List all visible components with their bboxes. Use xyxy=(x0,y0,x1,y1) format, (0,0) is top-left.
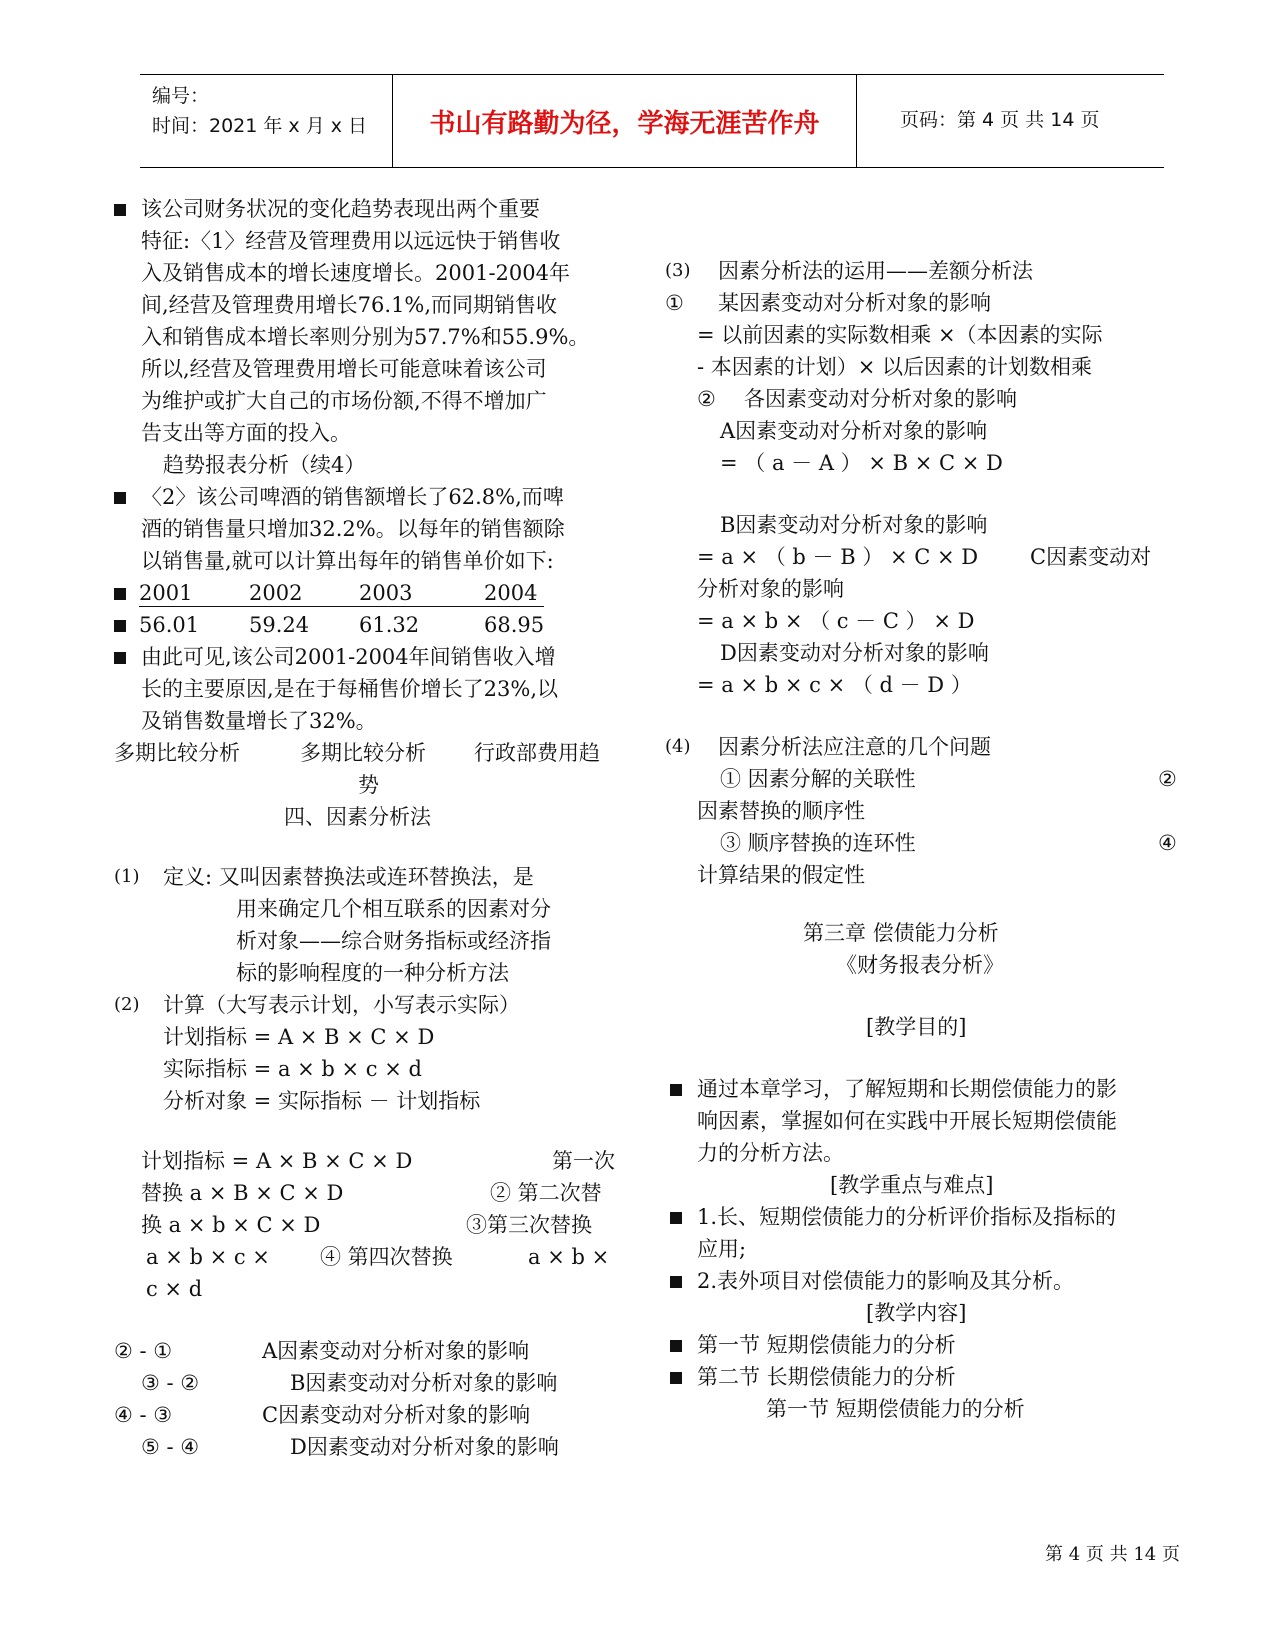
def-line: 用来确定几个相互联系的因素对分 xyxy=(236,897,551,921)
item-number: (4) xyxy=(665,736,691,757)
issue-line: ② xyxy=(1158,767,1177,791)
goal-line: 通过本章学习，了解短期和长期偿债能力的影 xyxy=(697,1077,1117,1101)
issue-line: ③ 顺序替换的连环性 xyxy=(720,831,916,855)
right-line: 因素分析法应注意的几个问题 xyxy=(718,735,991,759)
para-line: 为维护或扩大自己的市场份额,不得不增加广 xyxy=(141,389,547,413)
def-line: 定义: 又叫因素替换法或连环替换法，是 xyxy=(163,865,534,889)
diff-op: ③ - ② xyxy=(141,1371,200,1395)
para-line: 告支出等方面的投入。 xyxy=(141,421,351,445)
diff-op: ⑤ - ④ xyxy=(141,1435,200,1459)
para-line: 由此可见,该公司2001-2004年间销售收入增 xyxy=(141,645,556,669)
header-motto: 书山有路勤为径，学海无涯苦作舟 xyxy=(429,109,820,139)
diff-text: A因素变动对分析对象的影响 xyxy=(262,1339,530,1363)
calc-line: 分析对象 = 实际指标 － 计划指标 xyxy=(163,1089,481,1113)
replace-line: a × b × xyxy=(528,1245,610,1269)
diff-text: D因素变动对分析对象的影响 xyxy=(290,1435,559,1459)
replace-line: 换 a × b × C × D xyxy=(141,1213,321,1237)
content-line: 第二节 长期偿债能力的分析 xyxy=(697,1365,956,1389)
diff-text: B因素变动对分析对象的影响 xyxy=(290,1371,558,1395)
item-number: (1) xyxy=(114,866,140,887)
formula-line: = a × （ b － B ） × C × D xyxy=(697,545,979,569)
right-line: 因素分析法的运用——差额分析法 xyxy=(718,259,1033,283)
year-cell: 2002 xyxy=(249,581,303,605)
item-number: (2) xyxy=(114,994,140,1015)
replace-line: a × b × c × xyxy=(146,1245,270,1269)
year-cell: 2003 xyxy=(359,581,413,605)
chapter-title: 第三章 偿债能力分析 xyxy=(803,921,999,945)
issue-line: ① 因素分解的关联性 xyxy=(720,767,916,791)
right-line: = 以前因素的实际数相乘 ×（本因素的实际 xyxy=(697,323,1103,347)
header-divider xyxy=(856,75,857,167)
multi-label: 多期比较分析 xyxy=(114,741,240,765)
circled-number: ① xyxy=(665,291,684,315)
replace-line: ② 第二次替 xyxy=(490,1181,602,1205)
bullet-icon xyxy=(114,204,126,216)
section-title: 四、因素分析法 xyxy=(284,805,431,829)
key-line: 应用; xyxy=(697,1237,747,1261)
number-label: 编号： xyxy=(152,85,210,107)
para-line: 长的主要原因,是在于每桶售价增长了23%,以 xyxy=(141,677,559,701)
para-line: 以销售量,就可以计算出每年的销售单价如下: xyxy=(141,549,554,573)
right-line: C因素变动对 xyxy=(1030,545,1152,569)
time-label: 时间：2021 年 x 月 x 日 xyxy=(152,115,368,137)
multi-label: 多期比较分析 xyxy=(300,741,426,765)
price-cell: 68.95 xyxy=(484,613,545,637)
diff-op: ② - ① xyxy=(114,1339,173,1363)
replace-line: 第一次 xyxy=(552,1149,615,1173)
right-line: D因素变动对分析对象的影响 xyxy=(720,641,989,665)
circled-number: ② xyxy=(697,387,716,411)
replace-line: c × d xyxy=(146,1277,203,1301)
bullet-icon xyxy=(114,652,126,664)
price-row xyxy=(139,610,544,640)
formula-line: = a × b × （ c － C ） × D xyxy=(697,609,975,633)
key-line: 2.表外项目对偿债能力的影响及其分析。 xyxy=(697,1269,1075,1293)
header-page: 页码：第 4 页 共 14 页 xyxy=(900,109,1100,131)
right-line: 各因素变动对分析对象的影响 xyxy=(744,387,1017,411)
para-line: 该公司财务状况的变化趋势表现出两个重要 xyxy=(141,197,540,221)
para-line: 〈2〉该公司啤酒的销售额增长了62.8%,而啤 xyxy=(141,485,564,509)
diff-text: C因素变动对分析对象的影响 xyxy=(262,1403,531,1427)
price-cell: 56.01 xyxy=(139,613,200,637)
section-heading: 第一节 短期偿债能力的分析 xyxy=(766,1397,1025,1421)
para-line: 及销售数量增长了32%。 xyxy=(141,709,377,733)
para-line: 酒的销售量只增加32.2%。以每年的销售额除 xyxy=(141,517,565,541)
bullet-icon xyxy=(670,1372,682,1384)
replace-line: 替换 a × B × C × D xyxy=(141,1181,344,1205)
formula-line: = （ a － A ） × B × C × D xyxy=(720,451,1003,475)
multi-label: 行政部费用趋 xyxy=(474,741,600,765)
goal-line: 响因素，掌握如何在实践中开展长短期偿债能 xyxy=(697,1109,1117,1133)
key-line: 1.长、短期偿债能力的分析评价指标及指标的 xyxy=(697,1205,1117,1229)
bullet-icon xyxy=(670,1276,682,1288)
year-cell: 2004 xyxy=(484,581,538,605)
right-line: 分析对象的影响 xyxy=(697,577,844,601)
para-line: 特征:〈1〉经营及管理费用以远远快于销售收 xyxy=(141,229,561,253)
item-number: (3) xyxy=(665,260,691,281)
bullet-icon xyxy=(114,620,126,632)
right-line: B因素变动对分析对象的影响 xyxy=(720,513,988,537)
issue-line: 计算结果的假定性 xyxy=(697,863,865,887)
trend-title: 趋势报表分析（续4） xyxy=(163,453,366,477)
goal-title: [教学目的] xyxy=(866,1015,967,1039)
replace-line: ③第三次替换 xyxy=(466,1213,592,1237)
bullet-icon xyxy=(114,492,126,504)
def-line: 标的影响程度的一种分析方法 xyxy=(236,961,509,985)
para-line: 入及销售成本的增长速度增长。2001-2004年 xyxy=(141,261,570,285)
bullet-icon xyxy=(670,1340,682,1352)
multi-label: 势 xyxy=(358,773,379,797)
bullet-icon xyxy=(670,1084,682,1096)
right-line: A因素变动对分析对象的影响 xyxy=(720,419,988,443)
page-header xyxy=(140,74,1164,168)
bullet-icon xyxy=(670,1212,682,1224)
para-line: 所以,经营及管理费用增长可能意味着该公司 xyxy=(141,357,547,381)
formula-line: = a × b × c × （ d － D ） xyxy=(697,673,972,697)
replace-line: ④ 第四次替换 xyxy=(320,1245,453,1269)
replace-line: 计划指标 = A × B × C × D xyxy=(141,1149,413,1173)
right-line: - 本因素的计划）× 以后因素的计划数相乘 xyxy=(697,355,1093,379)
page-footer: 第 4 页 共 14 页 xyxy=(1045,1544,1180,1565)
para-line: 入和销售成本增长率则分别为57.7%和55.9%。 xyxy=(141,325,590,349)
diff-op: ④ - ③ xyxy=(114,1403,173,1427)
calc-line: 计划指标 = A × B × C × D xyxy=(163,1025,435,1049)
calc-line: 实际指标 = a × b × c × d xyxy=(163,1057,422,1081)
def-line: 析对象——综合财务指标或经济指 xyxy=(236,929,551,953)
key-title: [教学重点与难点] xyxy=(830,1173,994,1197)
price-cell: 59.24 xyxy=(249,613,310,637)
para-line: 间,经营及管理费用增长76.1%,而同期销售收 xyxy=(141,293,558,317)
calc-line: 计算（大写表示计划，小写表示实际） xyxy=(163,993,520,1017)
right-line: 某因素变动对分析对象的影响 xyxy=(718,291,991,315)
book-title: 《财务报表分析》 xyxy=(836,953,1004,977)
bullet-icon xyxy=(114,588,126,600)
year-cell: 2001 xyxy=(139,581,193,605)
goal-line: 力的分析方法。 xyxy=(697,1141,844,1165)
content-title: [教学内容] xyxy=(866,1301,967,1325)
content-line: 第一节 短期偿债能力的分析 xyxy=(697,1333,956,1357)
issue-line: 因素替换的顺序性 xyxy=(697,799,865,823)
price-cell: 61.32 xyxy=(359,613,420,637)
year-row xyxy=(139,578,544,607)
issue-line: ④ xyxy=(1158,831,1177,855)
